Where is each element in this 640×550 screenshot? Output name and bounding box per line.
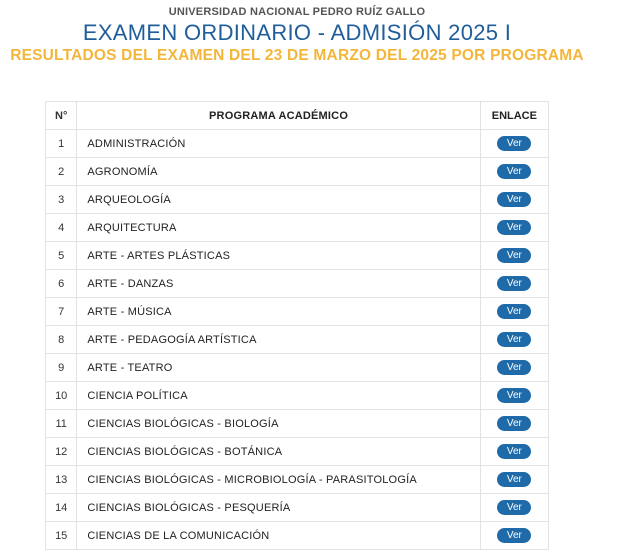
row-number: 7 [46,298,77,326]
program-name: CIENCIAS DE LA COMUNICACIÓN [77,522,480,550]
table-body [46,130,549,550]
table-row [46,522,549,550]
row-number: 1 [46,130,77,158]
program-name: AGRONOMÍA [77,158,480,186]
row-number: 12 [46,438,77,466]
column-header-link: ENLACE [480,102,548,130]
table-row [46,466,549,494]
program-name: ADMINISTRACIÓN [77,130,480,158]
row-number: 6 [46,270,77,298]
row-number: 9 [46,354,77,382]
view-results-button[interactable]: Ver [497,416,531,431]
row-number: 13 [46,466,77,494]
table-row [46,326,549,354]
row-number: 2 [46,158,77,186]
table-row [46,410,549,438]
view-results-button[interactable]: Ver [497,136,531,151]
program-name: ARTE - ARTES PLÁSTICAS [77,242,480,270]
table-header-row [46,102,549,130]
view-results-button[interactable]: Ver [497,500,531,515]
view-results-button[interactable]: Ver [497,528,531,543]
table-row [46,438,549,466]
link-cell [480,186,548,214]
row-number: 15 [46,522,77,550]
row-number: 3 [46,186,77,214]
program-name: ARQUITECTURA [77,214,480,242]
university-name: UNIVERSIDAD NACIONAL PEDRO RUÍZ GALLO [168,6,426,18]
link-cell [480,270,548,298]
link-cell [480,242,548,270]
view-results-button[interactable]: Ver [497,444,531,459]
program-name: CIENCIAS BIOLÓGICAS - BIOLOGÍA [77,410,480,438]
table-row [46,158,549,186]
view-results-button[interactable]: Ver [497,164,531,179]
view-results-button[interactable]: Ver [497,220,531,235]
link-cell [480,466,548,494]
table-row [46,270,549,298]
column-header-number: N° [46,102,77,130]
table-row [46,494,549,522]
link-cell [480,410,548,438]
program-name: ARTE - MÚSICA [77,298,480,326]
view-results-button[interactable]: Ver [497,192,531,207]
table-row [46,242,549,270]
link-cell [480,494,548,522]
link-cell [480,354,548,382]
program-name: CIENCIA POLÍTICA [77,382,480,410]
link-cell [480,298,548,326]
table-row [46,298,549,326]
view-results-button[interactable]: Ver [497,388,531,403]
view-results-button[interactable]: Ver [497,276,531,291]
table-row [46,186,549,214]
row-number: 5 [46,242,77,270]
link-cell [480,438,548,466]
table-row [46,130,549,158]
link-cell [480,130,548,158]
results-subtitle: RESULTADOS DEL EXAMEN DEL 23 DE MARZO DEL 2025 POR PROGRAMA [10,47,584,64]
link-cell [480,522,548,550]
results-table [45,101,549,550]
table-row [46,354,549,382]
view-results-button[interactable]: Ver [497,304,531,319]
table-row [46,382,549,410]
view-results-button[interactable]: Ver [497,360,531,375]
program-name: CIENCIAS BIOLÓGICAS - PESQUERÍA [77,494,480,522]
row-number: 14 [46,494,77,522]
row-number: 11 [46,410,77,438]
row-number: 4 [46,214,77,242]
row-number: 8 [46,326,77,354]
link-cell [480,326,548,354]
link-cell [480,158,548,186]
table-row [46,214,549,242]
program-name: CIENCIAS BIOLÓGICAS - BOTÁNICA [77,438,480,466]
column-header-program: PROGRAMA ACADÉMICO [77,102,480,130]
program-name: CIENCIAS BIOLÓGICAS - MICROBIOLOGÍA - PARASITOLOGÍA [77,466,480,494]
view-results-button[interactable]: Ver [497,332,531,347]
link-cell [480,214,548,242]
program-name: ARTE - DANZAS [77,270,480,298]
program-name: ARTE - TEATRO [77,354,480,382]
program-name: ARTE - PEDAGOGÍA ARTÍSTICA [77,326,480,354]
row-number: 10 [46,382,77,410]
view-results-button[interactable]: Ver [497,472,531,487]
exam-title: EXAMEN ORDINARIO - ADMISIÓN 2025 I [82,20,512,45]
link-cell [480,382,548,410]
program-name: ARQUEOLOGÍA [77,186,480,214]
view-results-button[interactable]: Ver [497,248,531,263]
